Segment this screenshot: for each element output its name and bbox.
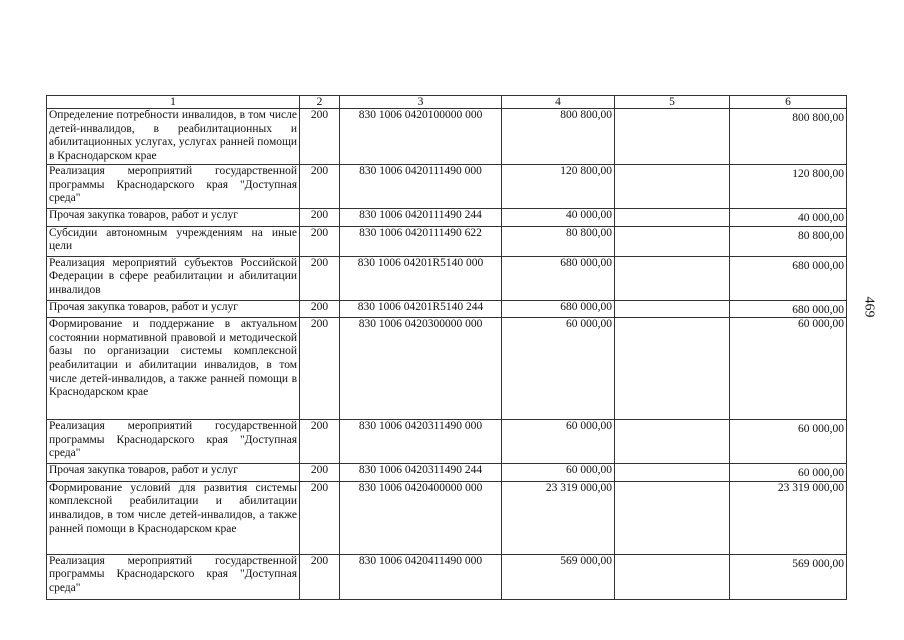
row-col2: 200 (300, 554, 340, 599)
row-code: 830 1006 0420311490 000 (340, 420, 502, 464)
table-row (47, 109, 847, 165)
budget-table (46, 95, 847, 600)
row-col5 (615, 420, 730, 464)
row-name: Формирование условий для развития системы комплексной реабилитации и абилитации инвалидов, в том числе детей-инвалидов, а также ранней помощи в Краснодарском крае (47, 481, 300, 554)
row-col5 (615, 464, 730, 482)
row-col5 (615, 554, 730, 599)
row-name: Реализация мероприятий государственной программы Краснодарского края "Доступная среда" (47, 165, 300, 209)
row-name: Прочая закупка товаров, работ и услуг (47, 300, 300, 318)
row-col5 (615, 109, 730, 165)
row-code: 830 1006 0420111490 244 (340, 209, 502, 227)
row-col4: 120 800,00 (502, 165, 615, 209)
row-col2: 200 (300, 464, 340, 482)
table-row (47, 481, 847, 554)
row-col5 (615, 318, 730, 420)
row-col4: 23 319 000,00 (502, 481, 615, 554)
row-col5 (615, 481, 730, 554)
header-cell-1: 1 (47, 96, 300, 109)
row-col5 (615, 165, 730, 209)
row-col5 (615, 226, 730, 256)
row-code: 830 1006 04201R5140 000 (340, 256, 502, 300)
row-col2: 200 (300, 109, 340, 165)
row-col2: 200 (300, 318, 340, 420)
table-row (47, 554, 847, 599)
row-name: Реализация мероприятий государственной программы Краснодарского края "Доступная среда" (47, 420, 300, 464)
row-col6: 23 319 000,00 (730, 481, 847, 554)
row-name: Формирование и поддержание в актуальном состоянии нормативной правовой и методической базы по организации системы комплексной реабилитации и абилитации инвалидов, в том числе детей-инвалидов, а также ранней помощи в Краснодарском крае (47, 318, 300, 420)
row-col4: 680 000,00 (502, 300, 615, 318)
header-cell-6: 6 (730, 96, 847, 109)
row-col6: 60 000,00 (798, 423, 844, 436)
header-cell-4: 4 (502, 96, 615, 109)
row-code: 830 1006 0420300000 000 (340, 318, 502, 420)
row-code: 830 1006 0420400000 000 (340, 481, 502, 554)
table-row (47, 300, 847, 318)
row-name: Реализация мероприятий государственной программы Краснодарского края "Доступная среда" (47, 554, 300, 599)
header-cell-5: 5 (615, 96, 730, 109)
row-name: Реализация мероприятий субъектов Российской Федерации в сфере реабилитации и абилитации инвалидов (47, 256, 300, 300)
row-col6: 800 800,00 (792, 112, 844, 124)
row-name: Определение потребности инвалидов, в том числе детей-инвалидов, в реабилитационных и абилитационных услугах, услугах ранней помощи в Краснодарском крае (47, 109, 300, 165)
row-col4: 680 000,00 (502, 256, 615, 300)
row-code: 830 1006 0420411490 000 (340, 554, 502, 599)
row-name: Прочая закупка товаров, работ и услуг (47, 464, 300, 482)
row-col6: 680 000,00 (792, 303, 844, 316)
row-col4: 60 000,00 (502, 420, 615, 464)
row-code: 830 1006 0420111490 622 (340, 226, 502, 256)
row-name: Прочая закупка товаров, работ и услуг (47, 209, 300, 227)
row-code: 830 1006 0420100000 000 (340, 109, 502, 165)
table-row (47, 226, 847, 256)
row-col4: 569 000,00 (502, 554, 615, 599)
table-row (47, 256, 847, 300)
row-col5 (615, 256, 730, 300)
row-code: 830 1006 0420111490 000 (340, 165, 502, 209)
row-col2: 200 (300, 300, 340, 318)
table-row (47, 420, 847, 464)
table-row (47, 209, 847, 227)
row-col2: 200 (300, 481, 340, 554)
row-col4: 80 800,00 (502, 226, 615, 256)
table-row (47, 318, 847, 420)
row-col2: 200 (300, 165, 340, 209)
row-col2: 200 (300, 209, 340, 227)
table-row (47, 464, 847, 482)
row-col2: 200 (300, 420, 340, 464)
row-col6: 120 800,00 (792, 168, 844, 180)
header-row (47, 96, 847, 109)
row-col6: 80 800,00 (798, 229, 844, 242)
page-number: 469 (861, 296, 877, 318)
header-cell-2: 2 (300, 96, 340, 109)
row-code: 830 1006 04201R5140 244 (340, 300, 502, 318)
row-col6: 60 000,00 (730, 318, 847, 420)
row-col4: 60 000,00 (502, 318, 615, 420)
row-col6: 680 000,00 (792, 259, 844, 272)
row-col6: 569 000,00 (792, 557, 844, 570)
table-row (47, 165, 847, 209)
row-col6: 40 000,00 (798, 212, 844, 224)
row-col4: 40 000,00 (502, 209, 615, 227)
row-col4: 800 800,00 (502, 109, 615, 165)
row-name: Субсидии автономным учреждениям на иные цели (47, 226, 300, 256)
row-code: 830 1006 0420311490 244 (340, 464, 502, 482)
row-col2: 200 (300, 226, 340, 256)
header-cell-3: 3 (340, 96, 502, 109)
row-col5 (615, 300, 730, 318)
row-col4: 60 000,00 (502, 464, 615, 482)
row-col2: 200 (300, 256, 340, 300)
row-col5 (615, 209, 730, 227)
row-col6: 60 000,00 (798, 467, 844, 480)
